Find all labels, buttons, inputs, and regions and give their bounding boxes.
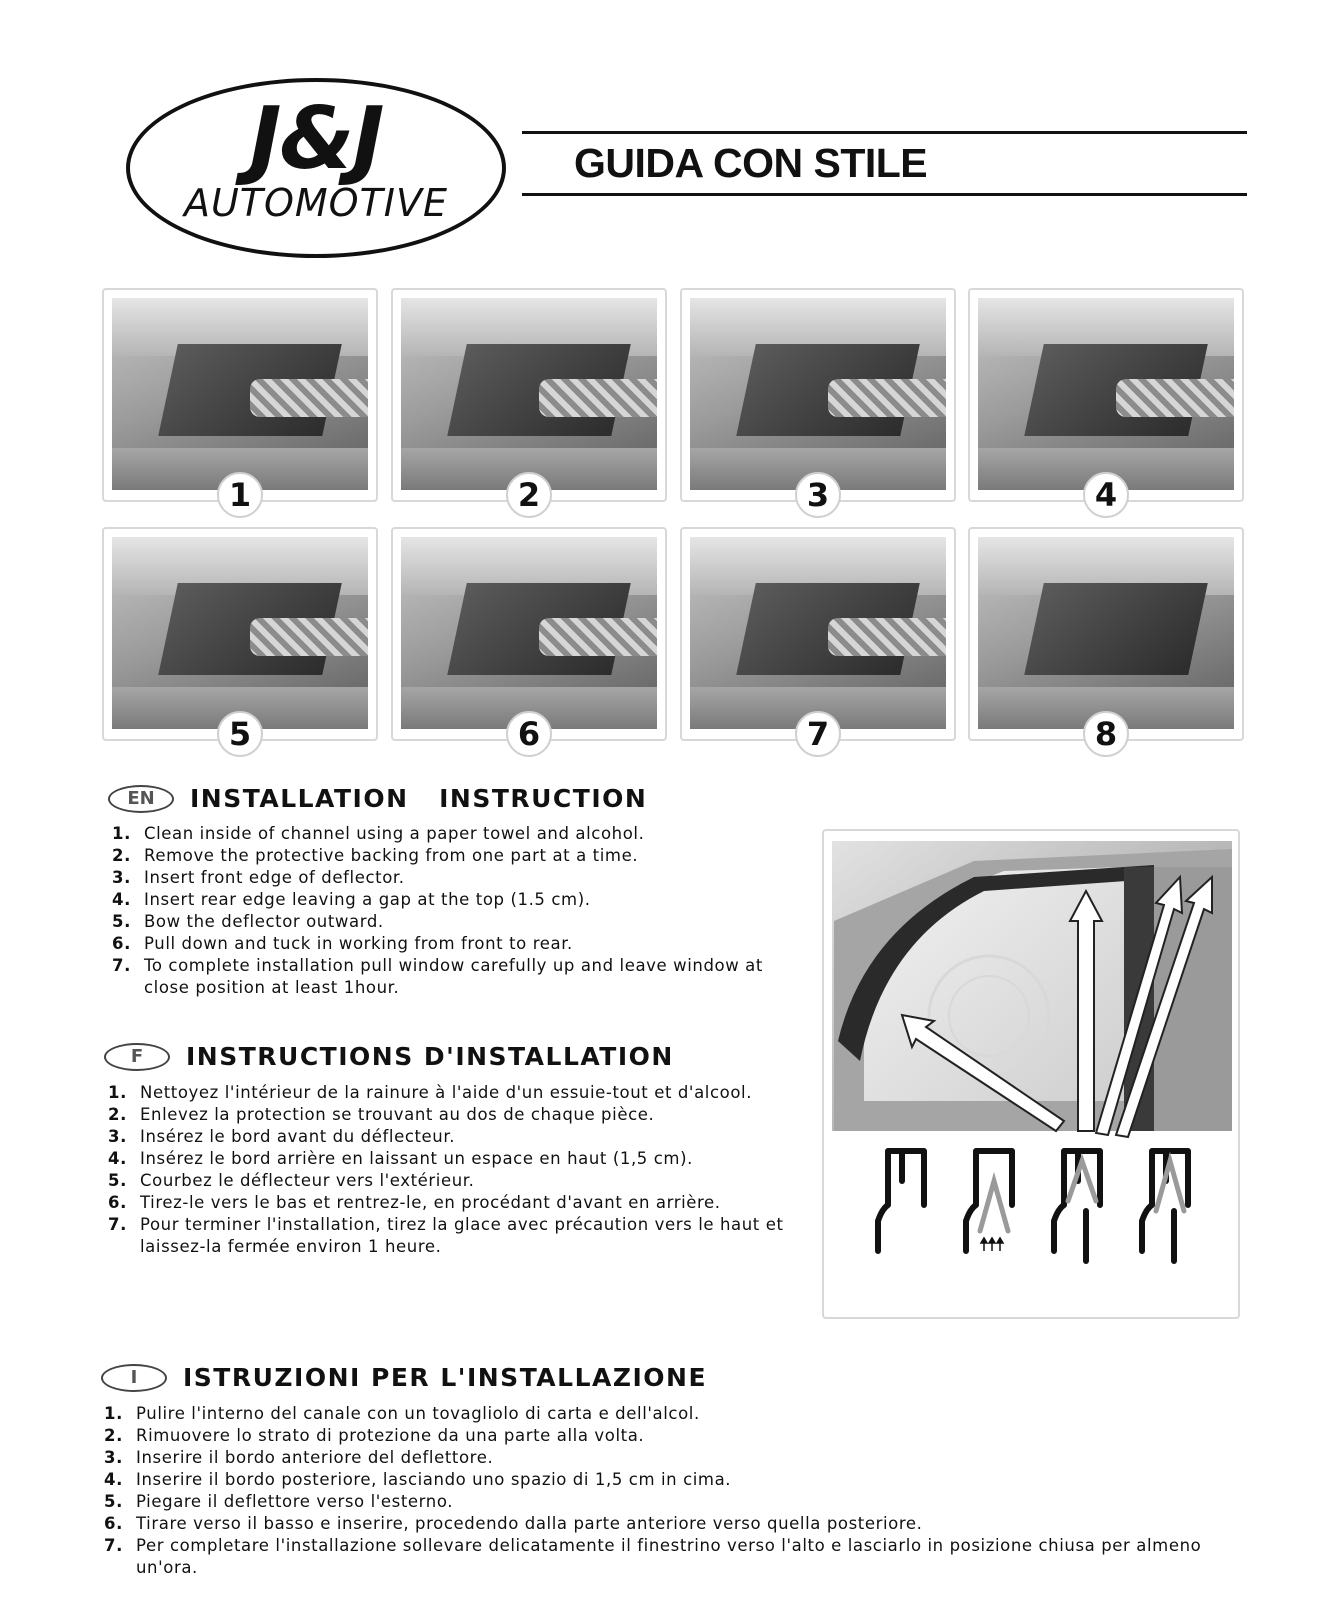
instruction-step-number: 3.	[104, 1448, 123, 1467]
step-photo	[978, 298, 1234, 490]
instruction-step-number: 1.	[112, 824, 131, 843]
section-it-steps	[104, 1403, 1234, 1579]
tagline-rule-bottom	[522, 193, 1247, 196]
section-fr-header	[104, 1042, 674, 1071]
instruction-step	[108, 1170, 798, 1192]
deflector-diagram-svg	[824, 831, 1240, 1319]
logo-sub-text: AUTOMOTIVE	[183, 181, 449, 225]
photo-arm	[250, 618, 368, 656]
instruction-step	[112, 933, 802, 955]
instruction-step-text: Inserire il bordo posteriore, lasciando uno spazio di 1,5 cm in cima.	[136, 1470, 732, 1489]
tagline: GUIDA CON STILE	[574, 140, 928, 186]
photo-arm	[539, 379, 657, 417]
instruction-step-number: 6.	[104, 1514, 123, 1533]
step-card-8	[968, 527, 1244, 753]
instruction-step	[112, 823, 802, 845]
instruction-step-text: Nettoyez l'intérieur de la rainure à l'aide d'un essuie-tout et d'alcool.	[140, 1083, 753, 1102]
instruction-step-number: 5.	[104, 1492, 123, 1511]
section-fr-title: INSTRUCTIONS D'INSTALLATION	[186, 1042, 674, 1071]
instruction-step-number: 7.	[108, 1215, 127, 1234]
step-number-badge: 5	[217, 711, 263, 757]
instruction-step-number: 7.	[104, 1536, 123, 1555]
instruction-step-text: Rimuovere lo strato di protezione da una parte alla volta.	[136, 1426, 645, 1445]
instruction-step	[104, 1425, 1234, 1447]
instruction-step-text: Remove the protective backing from one part at a time.	[144, 846, 639, 865]
photo-arm	[828, 379, 946, 417]
instruction-step	[104, 1447, 1234, 1469]
instruction-step	[104, 1535, 1234, 1579]
instruction-step-number: 2.	[108, 1105, 127, 1124]
instruction-step-text: Inserire il bordo anteriore del deflettore.	[136, 1448, 494, 1467]
instruction-step-text: Bow the deflector outward.	[144, 912, 384, 931]
instruction-step-text: Pull down and tuck in working from front to rear.	[144, 934, 573, 953]
instruction-step-text: Insert front edge of deflector.	[144, 868, 405, 887]
instruction-step	[104, 1403, 1234, 1425]
instruction-step-number: 2.	[112, 846, 131, 865]
instruction-step-text: Clean inside of channel using a paper towel and alcohol.	[144, 824, 645, 843]
instruction-step	[104, 1513, 1234, 1535]
step-photo	[112, 298, 368, 490]
photo-window	[1025, 583, 1208, 675]
instruction-step	[112, 845, 802, 867]
photo-arm	[1116, 379, 1234, 417]
step-photo	[978, 537, 1234, 729]
instruction-step	[112, 911, 802, 933]
lang-badge-fr: F	[104, 1043, 170, 1071]
step-card-2	[391, 288, 667, 514]
instruction-step	[112, 889, 802, 911]
step-card-6	[391, 527, 667, 753]
photo-arm	[250, 379, 368, 417]
step-number-badge: 8	[1083, 711, 1129, 757]
step-photo	[401, 537, 657, 729]
instruction-step-text: Insert rear edge leaving a gap at the top (1.5 cm).	[144, 890, 591, 909]
step-card-3	[680, 288, 956, 514]
step-photo	[401, 298, 657, 490]
step-photo	[690, 537, 946, 729]
section-en-steps	[112, 823, 802, 999]
instruction-step	[104, 1491, 1234, 1513]
instruction-step-text: Insérez le bord arrière en laissant un espace en haut (1,5 cm).	[140, 1149, 693, 1168]
instruction-step-text: Courbez le déflecteur vers l'extérieur.	[140, 1171, 475, 1190]
deflector-diagram	[822, 829, 1240, 1319]
instruction-step	[108, 1126, 798, 1148]
instruction-step-number: 1.	[104, 1404, 123, 1423]
step-number-badge: 3	[795, 472, 841, 518]
instruction-step-number: 4.	[104, 1470, 123, 1489]
instruction-step-number: 4.	[108, 1149, 127, 1168]
step-photo	[690, 298, 946, 490]
instruction-step-number: 5.	[108, 1171, 127, 1190]
instruction-step	[112, 867, 802, 889]
instruction-step-number: 1.	[108, 1083, 127, 1102]
step-card-7	[680, 527, 956, 753]
step-number-badge: 1	[217, 472, 263, 518]
instruction-step-number: 6.	[112, 934, 131, 953]
step-number-badge: 2	[506, 472, 552, 518]
brand-logo	[126, 78, 506, 258]
instruction-step-number: 3.	[112, 868, 131, 887]
instruction-step-number: 4.	[112, 890, 131, 909]
step-number-badge: 7	[795, 711, 841, 757]
photo-arm	[539, 618, 657, 656]
section-fr-steps	[108, 1082, 798, 1258]
lang-badge-en: EN	[108, 785, 174, 813]
instruction-step	[108, 1148, 798, 1170]
instruction-step	[108, 1214, 798, 1258]
tagline-rule-top	[522, 131, 1247, 134]
instruction-step-text: Pulire l'interno del canale con un tovagliolo di carta e dell'alcol.	[136, 1404, 700, 1423]
instruction-step	[112, 955, 802, 999]
instruction-step	[108, 1104, 798, 1126]
instruction-step-number: 7.	[112, 956, 131, 975]
instruction-step-text: Enlevez la protection se trouvant au dos de chaque pièce.	[140, 1105, 655, 1124]
instruction-step-number: 6.	[108, 1193, 127, 1212]
lang-badge-it: I	[101, 1364, 167, 1392]
step-number-badge: 4	[1083, 472, 1129, 518]
section-en-header	[108, 784, 647, 813]
instruction-step-number: 3.	[108, 1127, 127, 1146]
instruction-step	[108, 1192, 798, 1214]
instruction-step-number: 2.	[104, 1426, 123, 1445]
section-it-title: ISTRUZIONI PER L'INSTALLAZIONE	[183, 1363, 708, 1392]
section-en-title: INSTALLATION INSTRUCTION	[190, 784, 648, 813]
step-card-1	[102, 288, 378, 514]
section-it-header	[101, 1363, 707, 1392]
step-photo	[112, 537, 368, 729]
instruction-step-number: 5.	[112, 912, 131, 931]
step-number-badge: 6	[506, 711, 552, 757]
instruction-step-text: Insérez le bord avant du déflecteur.	[140, 1127, 456, 1146]
instruction-step	[104, 1469, 1234, 1491]
step-card-4	[968, 288, 1244, 514]
instruction-step-text: Piegare il deflettore verso l'esterno.	[136, 1492, 454, 1511]
instruction-step-text: Tirare verso il basso e inserire, procedendo dalla parte anteriore verso quella posteriore.	[136, 1514, 923, 1533]
photo-arm	[828, 618, 946, 656]
logo-main-text: J&J	[249, 89, 383, 189]
instruction-step-text: Per completare l'installazione sollevare delicatamente il finestrino verso l'alto e lasciarlo in posizione chiusa per almeno un'ora.	[136, 1536, 1202, 1577]
instruction-step-text: Pour terminer l'installation, tirez la glace avec précaution vers le haut et laissez-la fermée environ 1 heure.	[140, 1215, 784, 1256]
instruction-step-text: To complete installation pull window carefully up and leave window at close position at least 1hour.	[144, 956, 763, 997]
instruction-step	[108, 1082, 798, 1104]
step-card-5	[102, 527, 378, 753]
instruction-step-text: Tirez-le vers le bas et rentrez-le, en procédant d'avant en arrière.	[140, 1193, 721, 1212]
